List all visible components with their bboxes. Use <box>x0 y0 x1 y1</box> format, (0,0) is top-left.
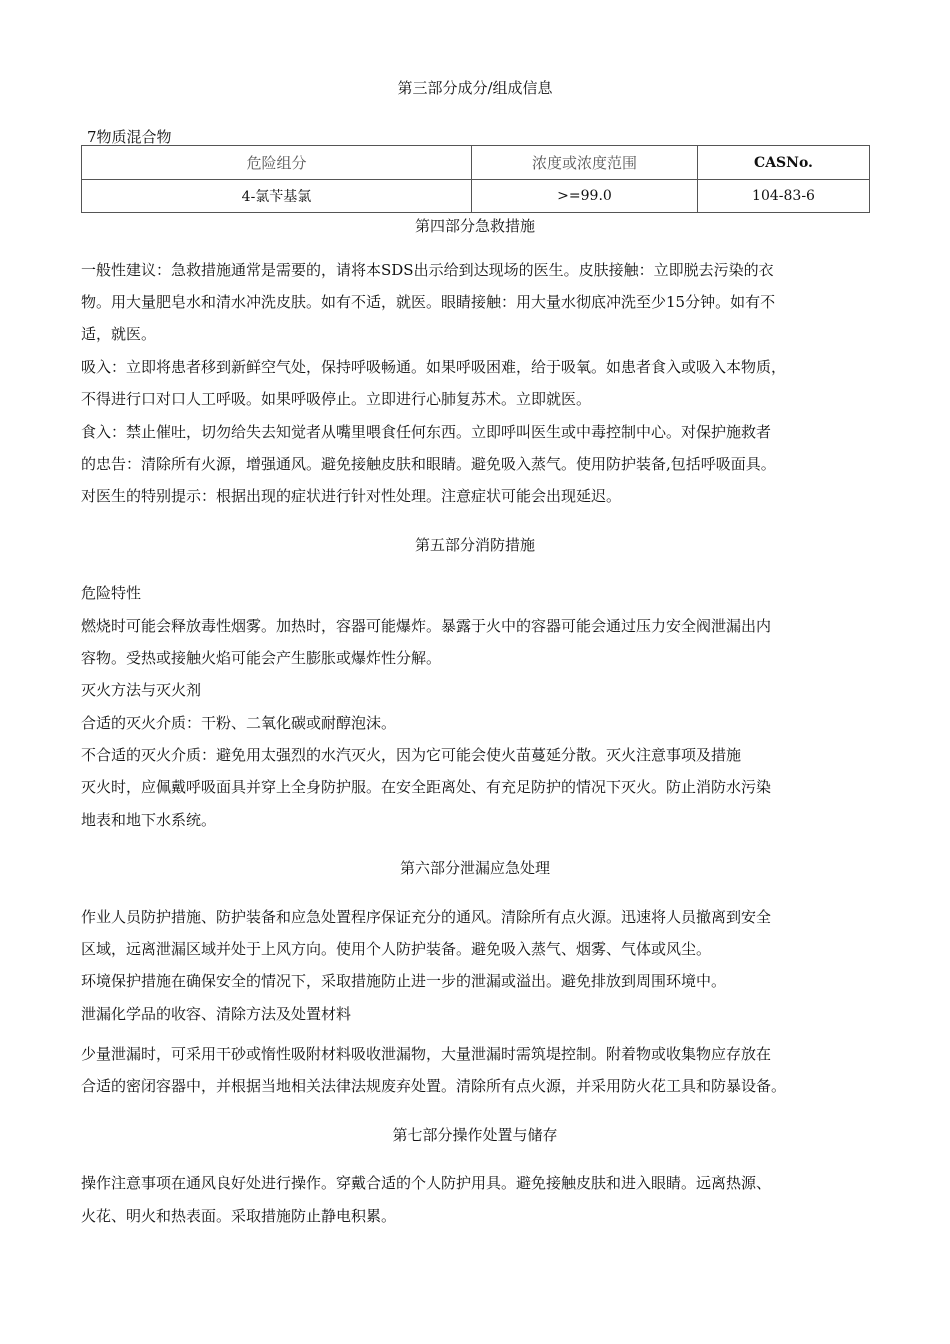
section6-heading: 第六部分泄漏应急处理 <box>399 859 550 877</box>
paragraph-line: 物。用大量肥皂水和清水冲洗皮肤。如有不适，就医。眼睛接触：用大量水彻底冲洗至少15分钟。如有不 <box>81 293 776 311</box>
paragraph-line: 的忠告：清除所有火源，增强通风。避免接触皮肤和眼睛。避免吸入蒸气。使用防护装备,包括呼吸面具。 <box>81 455 776 473</box>
paragraph-line: 灭火时，应佩戴呼吸面具并穿上全身防护服。在安全距离处、有充足防护的情况下灭火。防止消防水污染 <box>81 778 772 796</box>
table-row <box>82 180 870 213</box>
header-hazard-component: 危险组分 <box>82 146 472 180</box>
table-header-row <box>82 146 870 180</box>
mixture-label: 7物质混合物 <box>87 128 172 146</box>
paragraph-line: 不合适的灭火介质：避免用太强烈的水汽灭火，因为它可能会使火苗蔓延分散。灭火注意事项及措施 <box>81 746 742 764</box>
composition-table <box>81 145 870 213</box>
subheading-hazard-properties: 危险特性 <box>81 584 142 602</box>
paragraph-line: 食入：禁止催吐，切勿给失去知觉者从嘴里喂食任何东西。立即呼叫医生或中毒控制中心。对保护施救者 <box>81 423 772 441</box>
paragraph-line: 少量泄漏时，可采用干砂或惰性吸附材料吸收泄漏物，大量泄漏时需筑堤控制。附着物或收集物应存放在 <box>81 1045 772 1063</box>
paragraph-line: 合适的灭火介质：干粉、二氧化碳或耐醇泡沫。 <box>81 714 397 732</box>
paragraph-line: 环境保护措施在确保安全的情况下，采取措施防止进一步的泄漏或溢出。避免排放到周围环境中。 <box>81 972 727 990</box>
paragraph-line: 操作注意事项在通风良好处进行操作。穿戴合适的个人防护用具。避免接触皮肤和进入眼睛。远离热源、 <box>81 1174 772 1192</box>
header-concentration: 浓度或浓度范围 <box>472 146 698 180</box>
cell-cas-number: 104-83-6 <box>698 180 870 213</box>
paragraph-line: 燃烧时可能会释放毒性烟雾。加热时，容器可能爆炸。暴露于火中的容器可能会通过压力安全阀泄漏出内 <box>81 617 772 635</box>
section3-heading: 第三部分成分/组成信息 <box>397 79 553 97</box>
cell-component-name: 4-氯苄基氯 <box>82 180 472 213</box>
subheading-containment: 泄漏化学品的收容、清除方法及处置材料 <box>81 1005 352 1023</box>
section4-heading: 第四部分急救措施 <box>414 217 535 235</box>
paragraph-line: 地表和地下水系统。 <box>81 811 217 829</box>
paragraph-line: 对医生的特别提示：根据出现的症状进行针对性处理。注意症状可能会出现延迟。 <box>81 487 622 505</box>
paragraph-line: 合适的密闭容器中，并根据当地相关法律法规废弃处置。清除所有点火源，并采用防火花工具和防暴设备。 <box>81 1077 787 1095</box>
paragraph-line: 一般性建议：急救措施通常是需要的，请将本SDS出示给到达现场的医生。皮肤接触：立即脱去污染的衣 <box>81 261 774 279</box>
section7-heading: 第七部分操作处置与储存 <box>392 1126 558 1144</box>
paragraph-line: 不得进行口对口人工呼吸。如果呼吸停止。立即进行心肺复苏术。立即就医。 <box>81 390 592 408</box>
paragraph-line: 适，就医。 <box>81 325 157 343</box>
section5-heading: 第五部分消防措施 <box>414 536 535 554</box>
paragraph-line: 吸入：立即将患者移到新鲜空气处，保持呼吸畅通。如果呼吸困难，给于吸氧。如患者食入或吸入本物质， <box>81 358 787 376</box>
paragraph-line: 区域，远离泄漏区域并处于上风方向。使用个人防护装备。避免吸入蒸气、烟雾、气体或风尘。 <box>81 940 712 958</box>
header-cas-no: CASNo. <box>698 146 870 180</box>
cell-concentration: >=99.0 <box>472 180 698 213</box>
paragraph-line: 作业人员防护措施、防护装备和应急处置程序保证充分的通风。清除所有点火源。迅速将人员撤离到安全 <box>81 908 772 926</box>
paragraph-line: 火花、明火和热表面。采取措施防止静电积累。 <box>81 1207 397 1225</box>
paragraph-line: 容物。受热或接触火焰可能会产生膨胀或爆炸性分解。 <box>81 649 442 667</box>
subheading-extinguishing: 灭火方法与灭火剂 <box>81 681 202 699</box>
